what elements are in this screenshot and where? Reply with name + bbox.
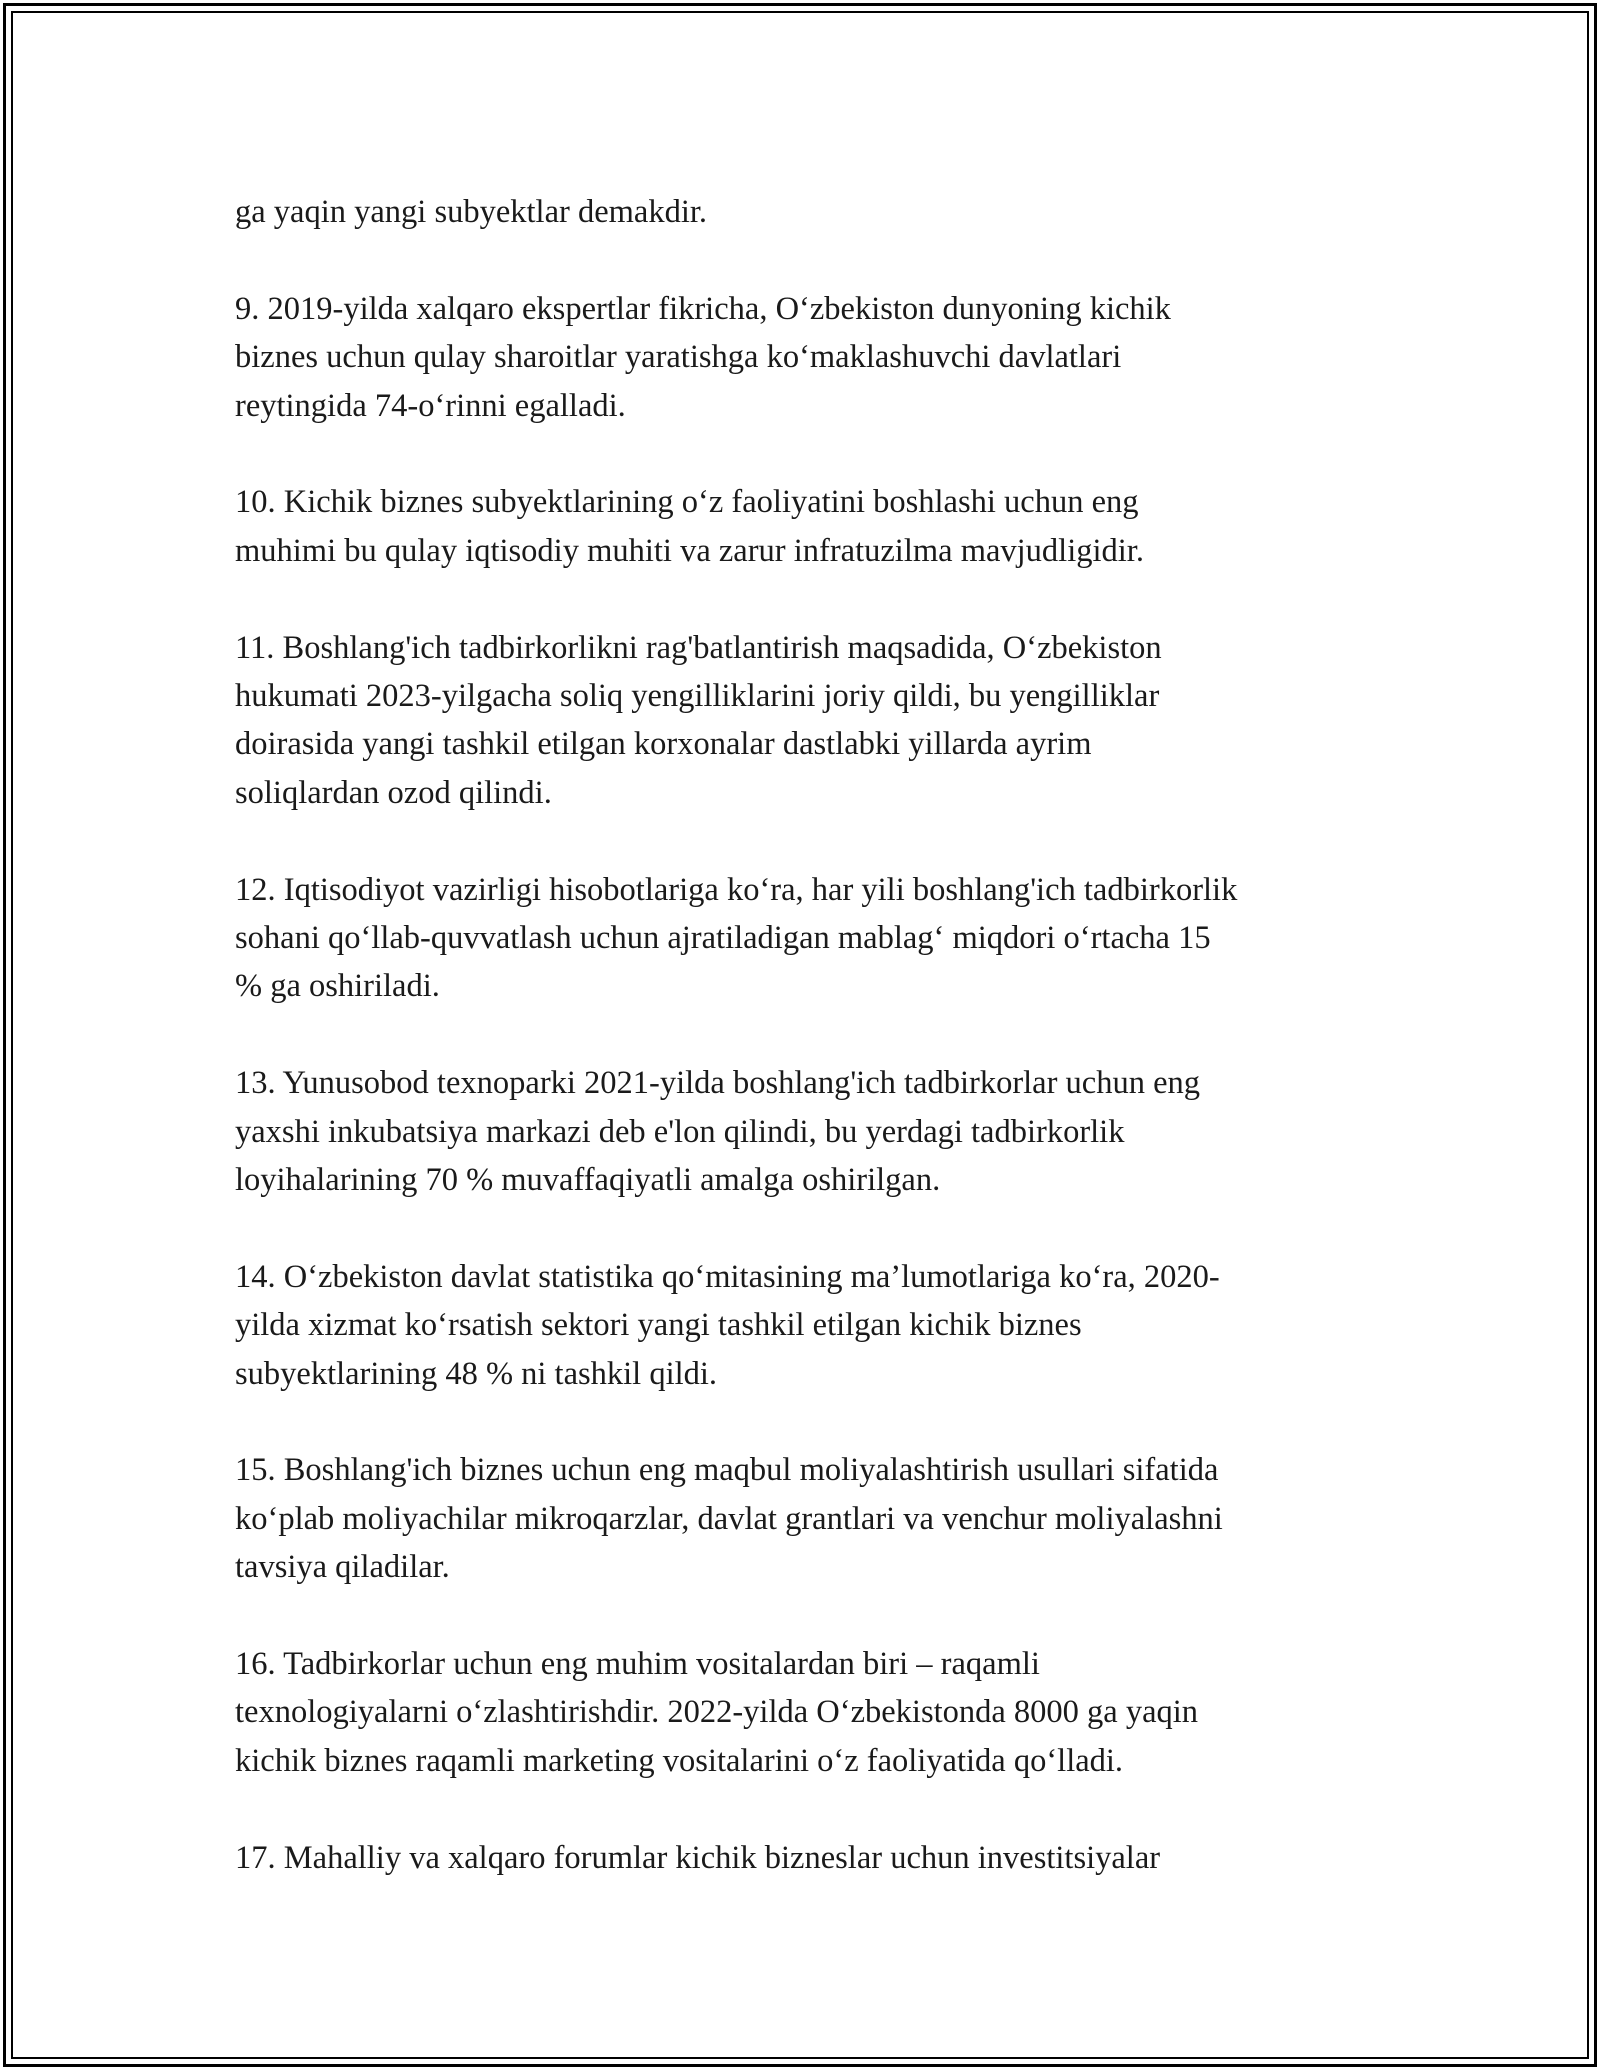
text-line: reytingida 74-o‘rinni egalladi. (235, 387, 626, 424)
text-line: tavsiya qiladilar. (235, 1549, 450, 1586)
paragraph (235, 624, 1375, 818)
text-line: 14. O‘zbekiston davlat statistika qo‘mitasining ma’lumotlariga ko‘ra, 2020- (235, 1258, 1220, 1295)
text-line: biznes uchun qulay sharoitlar yaratishga ko‘maklashuvchi davlatlari (235, 339, 1122, 376)
paragraph (235, 1834, 1375, 1882)
text-line: yaxshi inkubatsiya markazi deb e'lon qilindi, bu yerdagi tadbirkorlik (235, 1113, 1125, 1150)
paragraph (235, 1253, 1375, 1398)
text-line: ga yaqin yangi subyektlar demakdir. (235, 194, 708, 230)
paragraph (235, 1446, 1375, 1591)
text-line: % ga oshiriladi. (235, 968, 440, 1005)
text-line: 11. Boshlang'ich tadbirkorlikni rag'batlantirish maqsadida, O‘zbekiston (235, 629, 1162, 666)
text-line: 13. Yunusobod texnoparki 2021-yilda boshlang'ich tadbirkorlar uchun eng (235, 1065, 1201, 1102)
text-line: 16. Tadbirkorlar uchun eng muhim vositalardan biri – raqamli (235, 1646, 1040, 1683)
document-body (235, 188, 1375, 1930)
text-line: kichik biznes raqamli marketing vositalarini o‘z faoliyatida qo‘lladi. (235, 1742, 1124, 1779)
paragraph (235, 285, 1375, 430)
text-line: 9. 2019-yilda xalqaro ekspertlar fikricha, O‘zbekiston dunyoning kichik (235, 290, 1171, 327)
text-line: doirasida yangi tashkil etilgan korxonalar dastlabki yillarda ayrim (235, 726, 1092, 763)
paragraph (235, 1059, 1375, 1204)
paragraph (235, 866, 1375, 1011)
text-line: 10. Kichik biznes subyektlarining o‘z faoliyatini boshlashi uchun eng (235, 484, 1139, 521)
text-line: soliqlardan ozod qilindi. (235, 774, 552, 811)
text-line: muhimi bu qulay iqtisodiy muhiti va zarur infratuzilma mavjudligidir. (235, 532, 1144, 569)
text-line: texnologiyalarni o‘zlashtirishdir. 2022-yilda O‘zbekistonda 8000 ga yaqin (235, 1694, 1199, 1731)
text-line: yilda xizmat ko‘rsatish sektori yangi tashkil etilgan kichik biznes (235, 1307, 1082, 1344)
text-line: sohani qo‘llab-quvvatlash uchun ajratiladigan mablag‘ miqdori o‘rtacha 15 (235, 920, 1211, 957)
text-line: subyektlarining 48 % ni tashkil qildi. (235, 1355, 718, 1392)
paragraph (235, 188, 1375, 236)
text-line: 12. Iqtisodiyot vazirligi hisobotlariga ko‘ra, har yili boshlang'ich tadbirkorlik (235, 871, 1238, 908)
text-line: hukumati 2023-yilgacha soliq yengilliklarini joriy qildi, bu yengilliklar (235, 678, 1160, 715)
text-line: 15. Boshlang'ich biznes uchun eng maqbul moliyalashtirish usullari sifatida (235, 1452, 1219, 1489)
text-line: 17. Mahalliy va xalqaro forumlar kichik bizneslar uchun investitsiyalar (235, 1839, 1161, 1876)
text-line: loyihalarining 70 % muvaffaqiyatli amalga oshirilgan. (235, 1162, 941, 1199)
paragraph (235, 1640, 1375, 1785)
text-line: ko‘plab moliyachilar mikroqarzlar, davlat grantlari va venchur moliyalashni (235, 1500, 1223, 1537)
paragraph (235, 478, 1375, 575)
